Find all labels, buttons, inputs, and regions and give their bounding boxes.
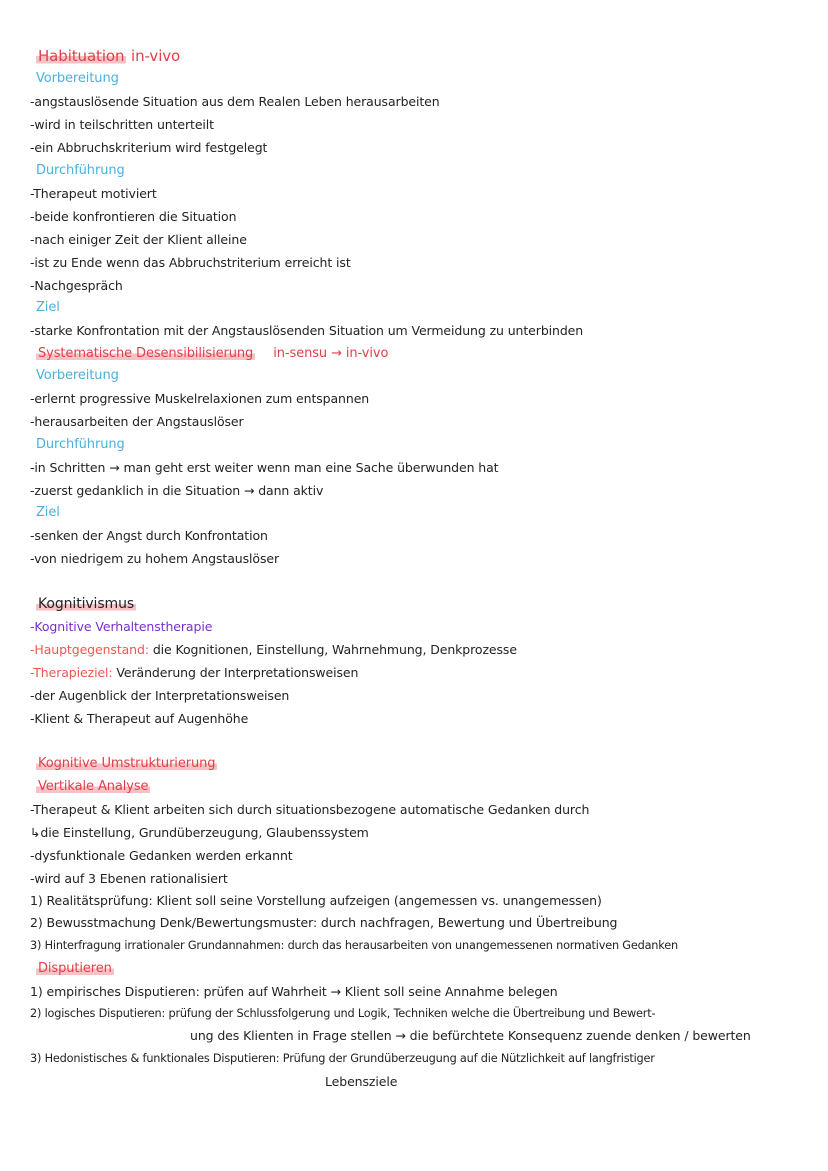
analyse-line: 1) Realitätsprüfung: Klient soll seine Vorstellung aufzeigen (angemessen vs. unangemessen) [30,893,602,908]
kognitivismus-therapieziel [30,665,358,681]
habituation-ziel-heading: Ziel [36,300,60,315]
habituation-durchfuehrung-line: -Nachgespräch [30,278,123,293]
disputieren-line: 1) empirisches Disputieren: prüfen auf Wahrheit → Klient soll seine Annahme belegen [30,984,558,999]
analyse-line: 2) Bewusstmachung Denk/Bewertungsmuster: durch nachfragen, Bewertung und Übertreibung [30,915,618,930]
desensibilisierung-ziel-line: -von niedrigem zu hohem Angstauslöser [30,551,279,566]
disputieren-line: 2) logisches Disputieren: prüfung der Schlussfolgerung und Logik, Techniken welche die Übertreibung und Bewert- [30,1007,656,1020]
analyse-heading-line [36,779,150,795]
desensibilisierung-vorbereitung-line: -herausarbeiten der Angstauslöser [30,414,244,429]
kognitivismus-line: -der Augenblick der Interpretationsweisen [30,688,290,703]
desensibilisierung-ziel-line: -senken der Angst durch Konfrontation [30,528,268,543]
desensibilisierung-durchfuehrung-line: -in Schritten → man geht erst weiter wenn man eine Sache überwunden hat [30,460,499,475]
desensibilisierung-durchfuehrung-heading: Durchführung [36,437,125,452]
analyse-line: ↳die Einstellung, Grundüberzeugung, Glaubenssystem [30,825,369,840]
habituation-vorbereitung-line: -ein Abbruchskriterium wird festgelegt [30,140,268,155]
analyse-line: 3) Hinterfragung irrationaler Grundannahmen: durch das herausarbeiten von unangemessenen normativen Gedanken [30,939,678,952]
hauptgegenstand-label: -Hauptgegenstand: [30,642,149,657]
habituation-durchfuehrung-line: -beide konfrontieren die Situation [30,209,237,224]
habituation-durchfuehrung-line: -nach einiger Zeit der Klient alleine [30,232,247,247]
habituation-vorbereitung-heading: Vorbereitung [36,71,119,86]
desensibilisierung-title: Systematische Desensibilisierung [38,346,254,361]
desensibilisierung-title-line [36,346,388,362]
habituation-durchfuehrung-line: -Therapeut motiviert [30,186,157,201]
analyse-line: -wird auf 3 Ebenen rationalisiert [30,871,228,886]
kognitivismus-title: Kognitivismus [38,596,135,612]
umstrukturierung-title-line [36,756,217,772]
habituation-vorbereitung-line: -angstauslösende Situation aus dem Realen Leben herausarbeiten [30,94,440,109]
habituation-durchfuehrung-line: -ist zu Ende wenn das Abbruchstriterium erreicht ist [30,255,351,270]
analyse-heading: Vertikale Analyse [38,779,149,794]
habituation-title-line [36,48,180,64]
desensibilisierung-vorbereitung-line: -erlernt progressive Muskelrelaxionen zum entspannen [30,391,370,406]
kognitivismus-title-line [36,596,136,612]
kognitivismus-therapie: -Kognitive Verhaltenstherapie [30,619,213,634]
umstrukturierung-title: Kognitive Umstrukturierung [38,756,216,771]
habituation-title: Habituation [38,47,125,65]
desensibilisierung-vorbereitung-heading: Vorbereitung [36,368,119,383]
therapieziel-label: -Therapieziel: [30,665,113,680]
desensibilisierung-ziel-heading: Ziel [36,505,60,520]
habituation-ziel-line: -starke Konfrontation mit der Angstauslösenden Situation um Vermeidung zu unterbinden [30,323,584,338]
disputieren-line: ung des Klienten in Frage stellen → die befürchtete Konsequenz zuende denken / bewerten [190,1028,751,1043]
analyse-line: -dysfunktionale Gedanken werden erkannt [30,848,293,863]
kognitivismus-hauptgegenstand [30,642,517,658]
habituation-subtitle: in-vivo [131,47,181,65]
therapieziel-text: Veränderung der Interpretationsweisen [116,665,359,680]
disputieren-heading: Disputieren [38,961,112,976]
disputieren-heading-line [36,961,114,977]
kognitivismus-line: -Klient & Therapeut auf Augenhöhe [30,711,249,726]
disputieren-line: 3) Hedonistisches & funktionales Disputieren: Prüfung der Grundüberzeugung auf die Nützlichkeit auf langfristiger [30,1052,655,1065]
disputieren-line: Lebensziele [325,1074,398,1089]
desensibilisierung-durchfuehrung-line: -zuerst gedanklich in die Situation → dann aktiv [30,483,324,498]
habituation-durchfuehrung-heading: Durchführung [36,163,125,178]
analyse-line: -Therapeut & Klient arbeiten sich durch situationsbezogene automatische Gedanken durch [30,802,590,817]
hauptgegenstand-text: die Kognitionen, Einstellung, Wahrnehmung, Denkprozesse [152,642,517,657]
habituation-vorbereitung-line: -wird in teilschritten unterteilt [30,117,214,132]
desensibilisierung-subtitle: in-sensu → in-vivo [273,346,389,361]
